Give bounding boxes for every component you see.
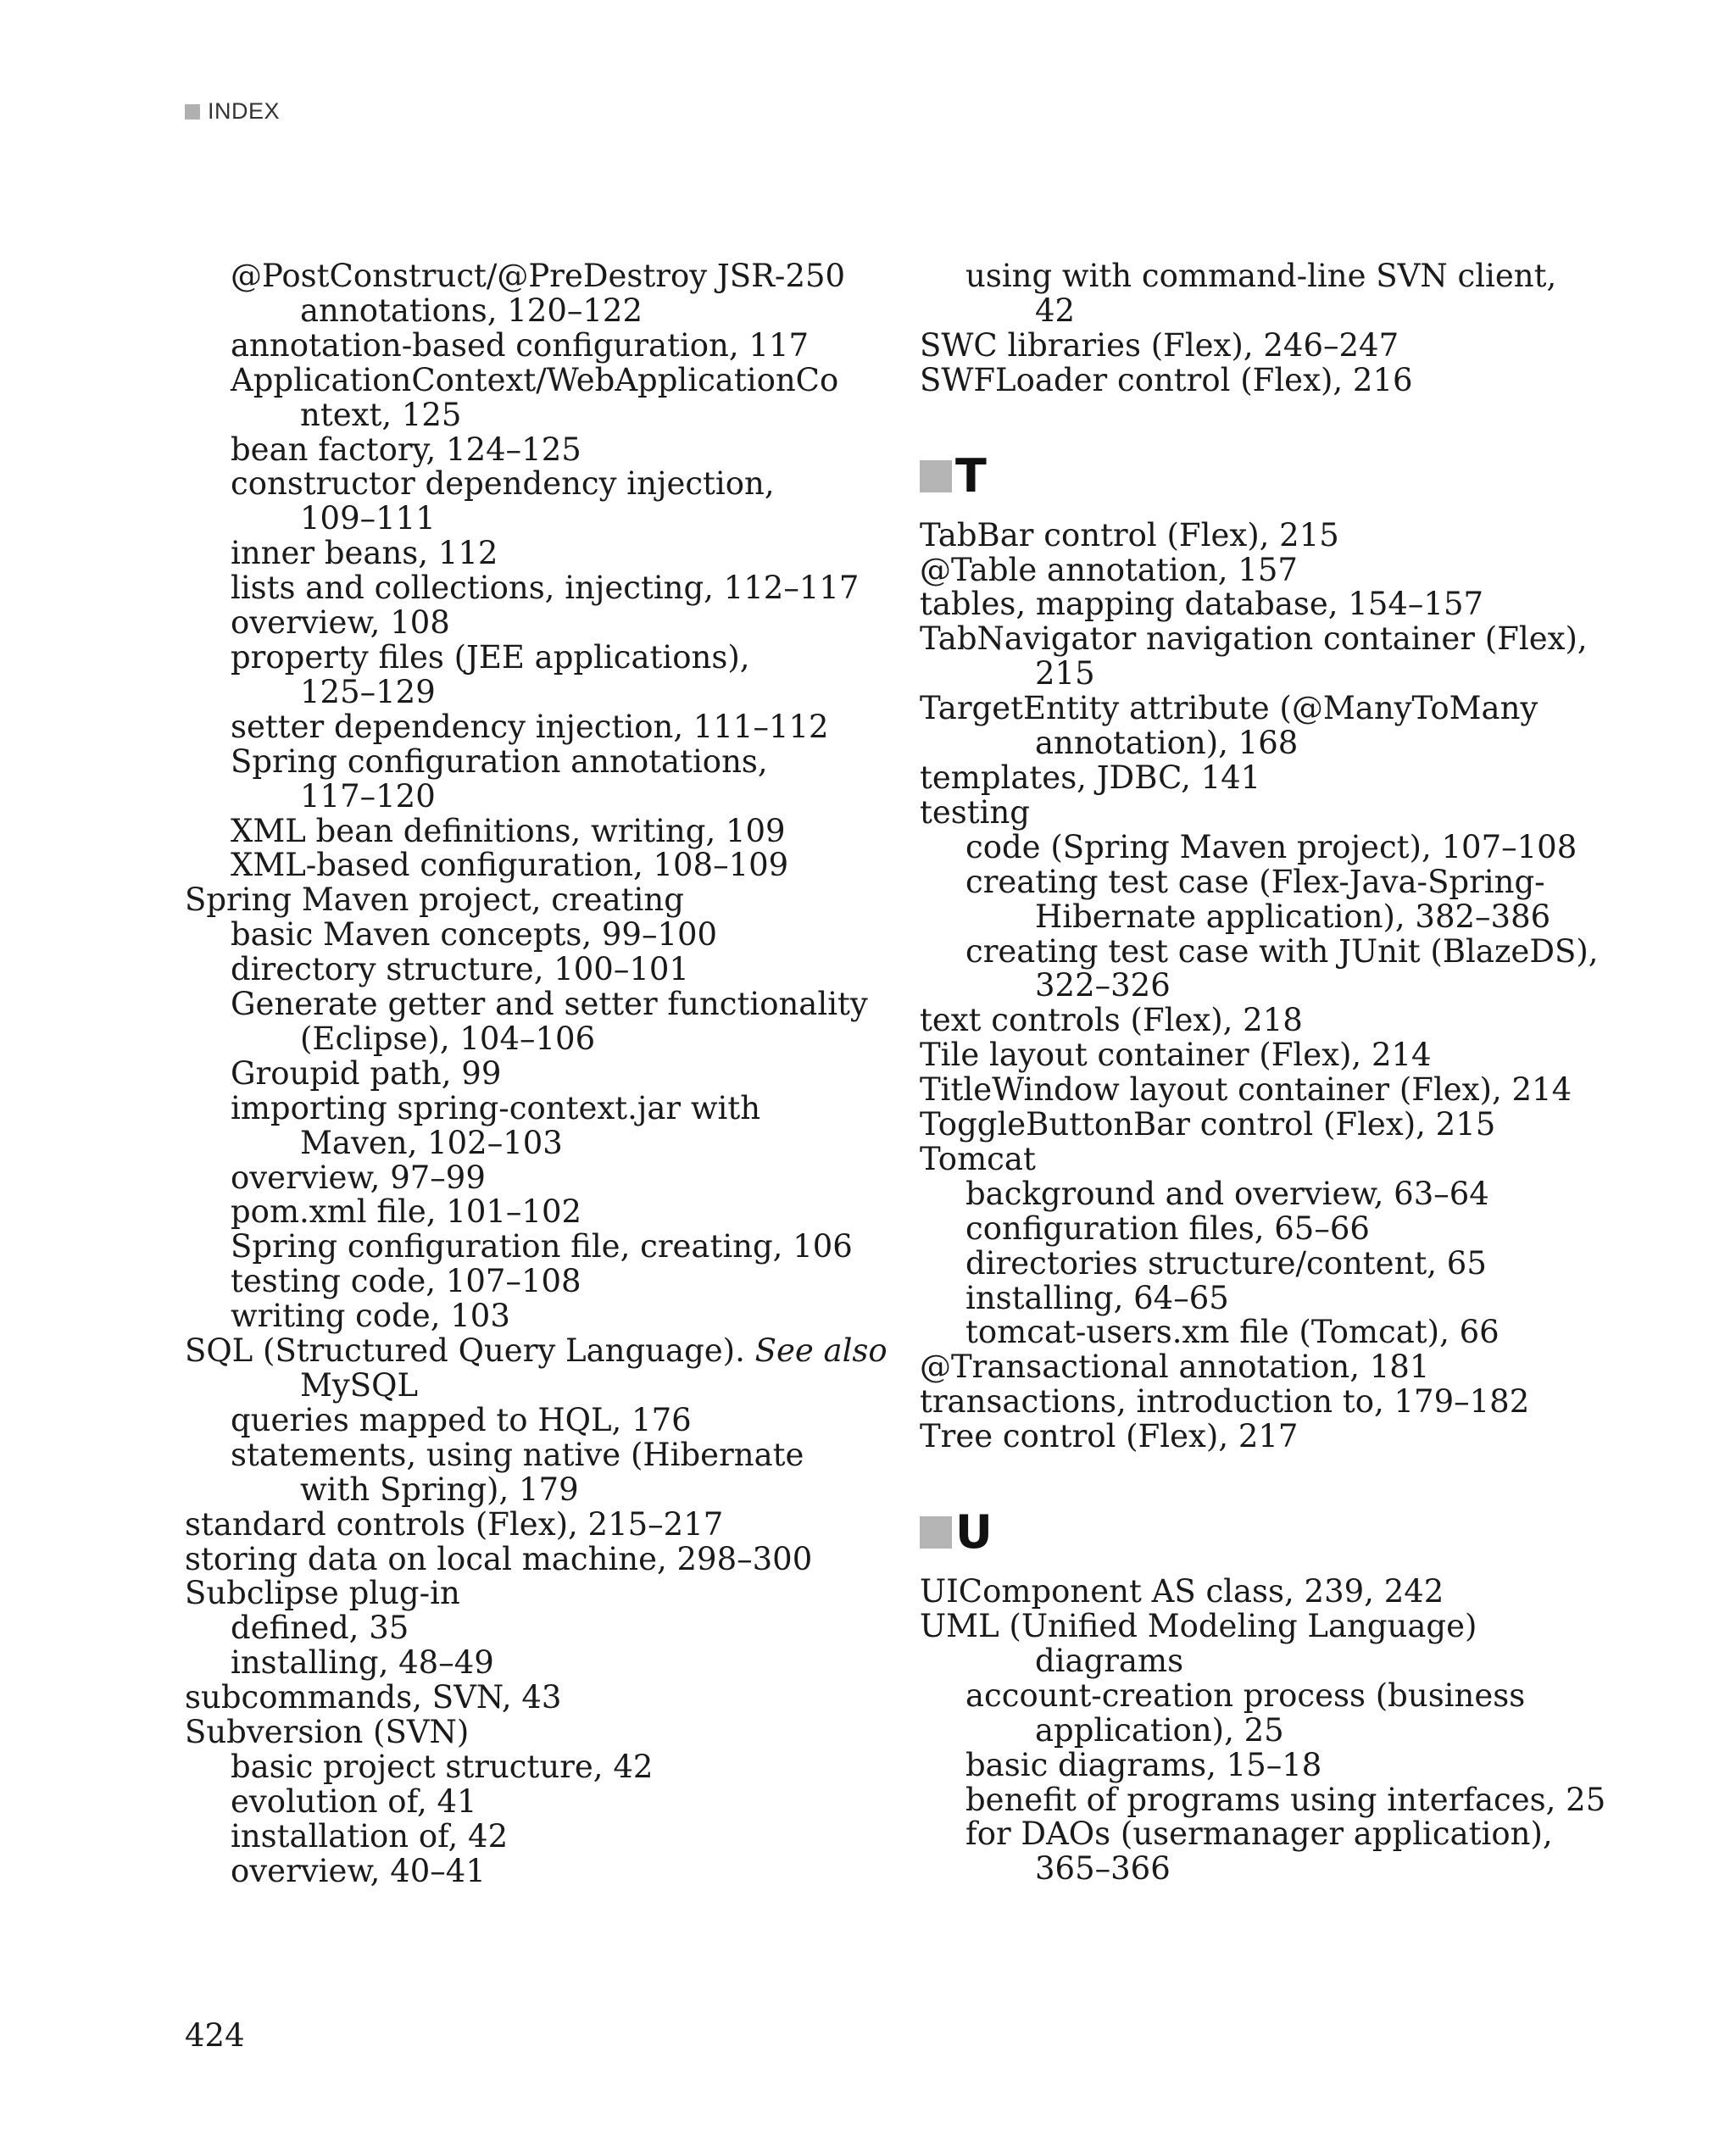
index-subentry — [920, 1244, 1581, 1282]
index-entry-text: tables, mapping database, 154–157 — [920, 586, 1484, 623]
index-entry-text: configuration files, 65–66 — [965, 1210, 1370, 1247]
index-entry-text: 125–129 — [300, 673, 436, 710]
index-entry-continuation — [920, 294, 1581, 329]
section-block-icon — [920, 1516, 952, 1549]
index-subentry — [185, 1852, 846, 1889]
index-entry-text: Spring configuration file, creating, 106 — [231, 1228, 853, 1265]
index-entry-text: creating test case with JUnit (BlazeDS), — [965, 932, 1599, 970]
running-head-label: INDEX — [208, 98, 281, 124]
index-entry-text: tomcat-users.xm file (Tomcat), 66 — [965, 1314, 1500, 1351]
index-entry-text: installing, 64–65 — [965, 1279, 1229, 1316]
index-entry — [920, 1004, 1581, 1038]
index-entry-text: testing code, 107–108 — [231, 1263, 581, 1300]
index-entry-text: ApplicationContext/WebApplicationCo — [231, 361, 839, 398]
index-entry-text: XML-based configuration, 108–109 — [231, 847, 789, 884]
index-subentry — [920, 1817, 1581, 1852]
index-subentry — [185, 1750, 846, 1785]
index-entry-text: annotation-based configuration, 117 — [231, 326, 810, 364]
index-subentry — [185, 1817, 846, 1855]
index-entry-text: creating test case (Flex-Java-Spring- — [965, 863, 1545, 900]
index-entry — [920, 1575, 1581, 1610]
index-subentry — [920, 1781, 1606, 1818]
index-entry-continuation — [920, 1852, 1581, 1887]
index-entry-text: SQL (Structured Query Language). — [185, 1332, 755, 1370]
index-entry-text: basic Maven concepts, 99–100 — [231, 916, 718, 954]
index-entry — [920, 326, 1581, 364]
index-entry-text: SWFLoader control (Flex), 216 — [920, 361, 1413, 398]
index-entry-text: overview, 108 — [231, 604, 450, 642]
index-entry — [920, 692, 1581, 726]
index-group-s-continued — [920, 259, 1581, 398]
index-entry-text: (Eclipse), 104–106 — [300, 1020, 596, 1057]
index-entry — [920, 1140, 1581, 1177]
index-subentry — [185, 953, 846, 987]
index-subentry — [185, 638, 846, 676]
index-entry-continuation — [185, 1126, 846, 1161]
index-subentry — [920, 259, 1581, 294]
index-entry-text: defined, 35 — [231, 1610, 409, 1647]
index-entry — [920, 361, 1581, 398]
index-entry-text: ToggleButtonBar control (Flex), 215 — [920, 1106, 1496, 1143]
index-entry-text: Tree control (Flex), 217 — [920, 1418, 1299, 1455]
index-entry-continuation — [920, 657, 1581, 692]
index-entry-text: ntext, 125 — [300, 396, 462, 433]
index-entry — [920, 793, 1581, 831]
index-group-u — [920, 1573, 1606, 1888]
index-entry-text: 109–111 — [300, 500, 436, 537]
index-entry-text: for DAOs (usermanager application), — [965, 1816, 1553, 1853]
index-entry-continuation — [185, 1369, 846, 1404]
index-subentry — [185, 361, 846, 398]
index-subentry — [185, 1299, 846, 1334]
index-entry-text: directory structure, 100–101 — [231, 951, 689, 988]
index-subentry — [185, 1054, 846, 1092]
index-subentry — [185, 1782, 846, 1820]
index-subentry — [185, 433, 846, 468]
index-entry-continuation — [185, 294, 846, 329]
index-entry — [920, 1038, 1581, 1073]
index-column-right — [920, 258, 1606, 1888]
index-entry-text: background and overview, 63–64 — [965, 1175, 1489, 1212]
index-entry-text: storing data on local machine, 298–300 — [185, 1540, 813, 1577]
index-entry-text: 365–366 — [1035, 1850, 1171, 1888]
index-entry — [185, 1681, 846, 1716]
index-subentry — [185, 848, 846, 883]
index-entry-text: @Transactional annotation, 181 — [920, 1349, 1430, 1386]
index-subentry — [920, 1315, 1581, 1350]
index-entry-text: Subclipse plug-in — [185, 1575, 460, 1612]
index-entry-text: installing, 48–49 — [231, 1644, 494, 1682]
index-subentry — [920, 828, 1581, 865]
index-entry — [920, 516, 1581, 553]
index-entry-text: TitleWindow layout container (Flex), 214 — [920, 1071, 1572, 1109]
index-entry-text: annotation), 168 — [1035, 725, 1299, 762]
section-block-icon — [920, 460, 952, 492]
index-subentry — [185, 1265, 846, 1299]
index-entry-text: Spring configuration annotations, — [231, 742, 768, 780]
index-entry-text: statements, using native (Hibernate — [231, 1436, 804, 1473]
index-entry-text: overview, 40–41 — [231, 1852, 486, 1889]
index-entry — [185, 1540, 846, 1577]
index-entry-text: inner beans, 112 — [231, 535, 498, 572]
index-entry-text: SWC libraries (Flex), 246–247 — [920, 326, 1399, 364]
index-entry-text: text controls (Flex), 218 — [920, 1002, 1303, 1039]
index-subentry — [185, 1438, 846, 1473]
index-entry-text: writing code, 103 — [231, 1298, 510, 1335]
index-entry-text: templates, JDBC, 141 — [920, 759, 1261, 796]
index-entry-text: 42 — [1035, 292, 1076, 329]
index-entry-text: TabNavigator navigation container (Flex), — [920, 620, 1588, 658]
index-entry-text: @Table annotation, 157 — [920, 551, 1298, 588]
running-head — [185, 98, 280, 125]
index-entry — [920, 1420, 1581, 1454]
index-subentry — [185, 570, 860, 607]
index-entry-text: basic project structure, 42 — [231, 1748, 654, 1785]
index-entry — [920, 553, 1581, 588]
index-entry-text: code (Spring Maven project), 107–108 — [965, 828, 1577, 865]
index-entry-text: using with command-line SVN client, — [965, 258, 1557, 294]
index-entry-text: basic diagrams, 15–18 — [965, 1746, 1322, 1783]
index-entry-text: TabBar control (Flex), 215 — [920, 516, 1339, 553]
index-subentry — [185, 1089, 846, 1126]
index-entry-text: subcommands, SVN, 43 — [185, 1679, 562, 1716]
index-subentry — [185, 812, 846, 849]
index-entry-continuation — [920, 969, 1581, 1004]
index-entry-text: pom.xml file, 101–102 — [231, 1193, 582, 1231]
index-subentry — [185, 1646, 846, 1681]
index-entry — [920, 1073, 1581, 1108]
index-entry-text: @PostConstruct/@PreDestroy JSR-250 — [231, 258, 846, 294]
index-entry-text: annotations, 120–122 — [300, 292, 643, 329]
index-entry-text: diagrams — [1035, 1642, 1184, 1679]
index-entry-text: Hibernate application), 382–386 — [1035, 898, 1551, 935]
index-entry-continuation — [920, 1711, 1581, 1749]
index-entry-continuation — [185, 1473, 846, 1508]
index-entry-text: Tomcat — [920, 1140, 1036, 1177]
index-entry-text: 215 — [1035, 655, 1095, 692]
index-entry-continuation — [920, 726, 1581, 761]
index-entry-text: importing spring-context.jar with — [231, 1089, 761, 1126]
index-entry-text: Subversion (SVN) — [185, 1714, 470, 1751]
index-subentry — [920, 932, 1599, 970]
index-entry-text: 322–326 — [1035, 967, 1171, 1004]
index-entry — [185, 1332, 887, 1370]
index-subentry — [920, 865, 1581, 900]
index-subentry — [185, 1611, 846, 1646]
index-subentry — [185, 986, 868, 1023]
index-entry-text: 117–120 — [300, 777, 436, 815]
index-entry-text: Tile layout container (Flex), 214 — [920, 1037, 1432, 1074]
index-entry-text: installation of, 42 — [231, 1817, 509, 1855]
index-entry-text: queries mapped to HQL, 176 — [231, 1401, 692, 1438]
index-entry-text: overview, 97–99 — [231, 1159, 486, 1196]
index-entry-text: Groupid path, 99 — [231, 1054, 502, 1092]
index-entry-text: property files (JEE applications), — [231, 638, 750, 676]
index-group-t — [920, 516, 1599, 1455]
index-subentry — [185, 918, 846, 953]
index-entry-text: XML bean definitions, writing, 109 — [231, 812, 786, 849]
index-subentry — [920, 1746, 1581, 1783]
index-entry-continuation — [185, 1022, 846, 1057]
index-subentry — [185, 537, 846, 571]
index-entry — [185, 1716, 846, 1750]
section-letter: T — [955, 448, 987, 503]
index-entry-text: Generate getter and setter functionality — [231, 986, 868, 1023]
index-subentry — [185, 1228, 853, 1265]
index-subentry — [185, 742, 846, 780]
index-entry-text: constructor dependency injection, — [231, 465, 775, 503]
index-entry-text: TargetEntity attribute (@ManyToMany — [920, 690, 1538, 727]
index-entry — [920, 587, 1581, 622]
index-entry — [920, 1610, 1581, 1644]
index-entry-text: directories structure/content, 65 — [965, 1244, 1487, 1282]
index-entry — [920, 620, 1588, 658]
index-entry-continuation — [920, 900, 1581, 935]
index-entry — [920, 761, 1581, 796]
index-subentry — [185, 1401, 846, 1438]
index-entry-continuation — [920, 1644, 1581, 1679]
index-subentry — [185, 606, 846, 641]
index-entry — [920, 1350, 1581, 1385]
index-entry — [185, 1577, 846, 1611]
index-entry-text: UML (Unified Modeling Language) — [920, 1608, 1477, 1644]
index-entry-continuation — [185, 502, 846, 537]
index-subentry — [185, 710, 846, 745]
index-subentry — [185, 259, 846, 294]
index-entry-text: Spring Maven project, creating — [185, 881, 684, 919]
index-entry — [185, 1505, 846, 1543]
index-entry-text: bean factory, 124–125 — [231, 431, 581, 468]
page-number: 424 — [185, 2017, 245, 2054]
index-entry-text: standard controls (Flex), 215–217 — [185, 1505, 724, 1543]
index-subentry — [920, 1177, 1581, 1212]
index-entry-continuation — [185, 777, 846, 815]
index-entry-continuation — [185, 398, 846, 433]
index-entry-continuation — [185, 673, 846, 710]
index-subentry — [185, 467, 846, 502]
index-entry-text: with Spring), 179 — [300, 1471, 579, 1508]
index-subentry — [920, 1212, 1581, 1247]
index-entry-text: MySQL — [300, 1367, 419, 1404]
index-entry-text: setter dependency injection, 111–112 — [231, 708, 829, 745]
index-entry-text: benefit of programs using interfaces, 25 — [965, 1781, 1606, 1818]
index-subentry — [185, 1161, 846, 1196]
section-heading-u — [920, 1507, 1581, 1558]
see-also-reference: See also — [754, 1332, 887, 1370]
index-entry-text: application), 25 — [1035, 1711, 1284, 1749]
index-subentry — [185, 1195, 846, 1230]
section-letter: U — [955, 1505, 993, 1560]
index-entry-text: transactions, introduction to, 179–182 — [920, 1383, 1530, 1421]
index-entry — [920, 1385, 1581, 1420]
index-subentry — [920, 1679, 1581, 1714]
index-entry-text: Maven, 102–103 — [300, 1124, 563, 1161]
index-column-left — [185, 258, 887, 1889]
index-subentry — [920, 1279, 1581, 1316]
index-entry-text: lists and collections, injecting, 112–117 — [231, 570, 860, 607]
index-entry-text: UIComponent AS class, 239, 242 — [920, 1573, 1444, 1610]
index-entry-text: evolution of, 41 — [231, 1782, 477, 1820]
index-subentry — [185, 326, 846, 364]
section-heading-t — [920, 448, 1581, 503]
index-entry — [920, 1108, 1581, 1143]
index-entry — [185, 883, 846, 918]
running-head-square-icon — [185, 104, 200, 120]
index-entry-text: testing — [920, 793, 1030, 831]
index-entry-text: account-creation process (business — [965, 1677, 1526, 1714]
